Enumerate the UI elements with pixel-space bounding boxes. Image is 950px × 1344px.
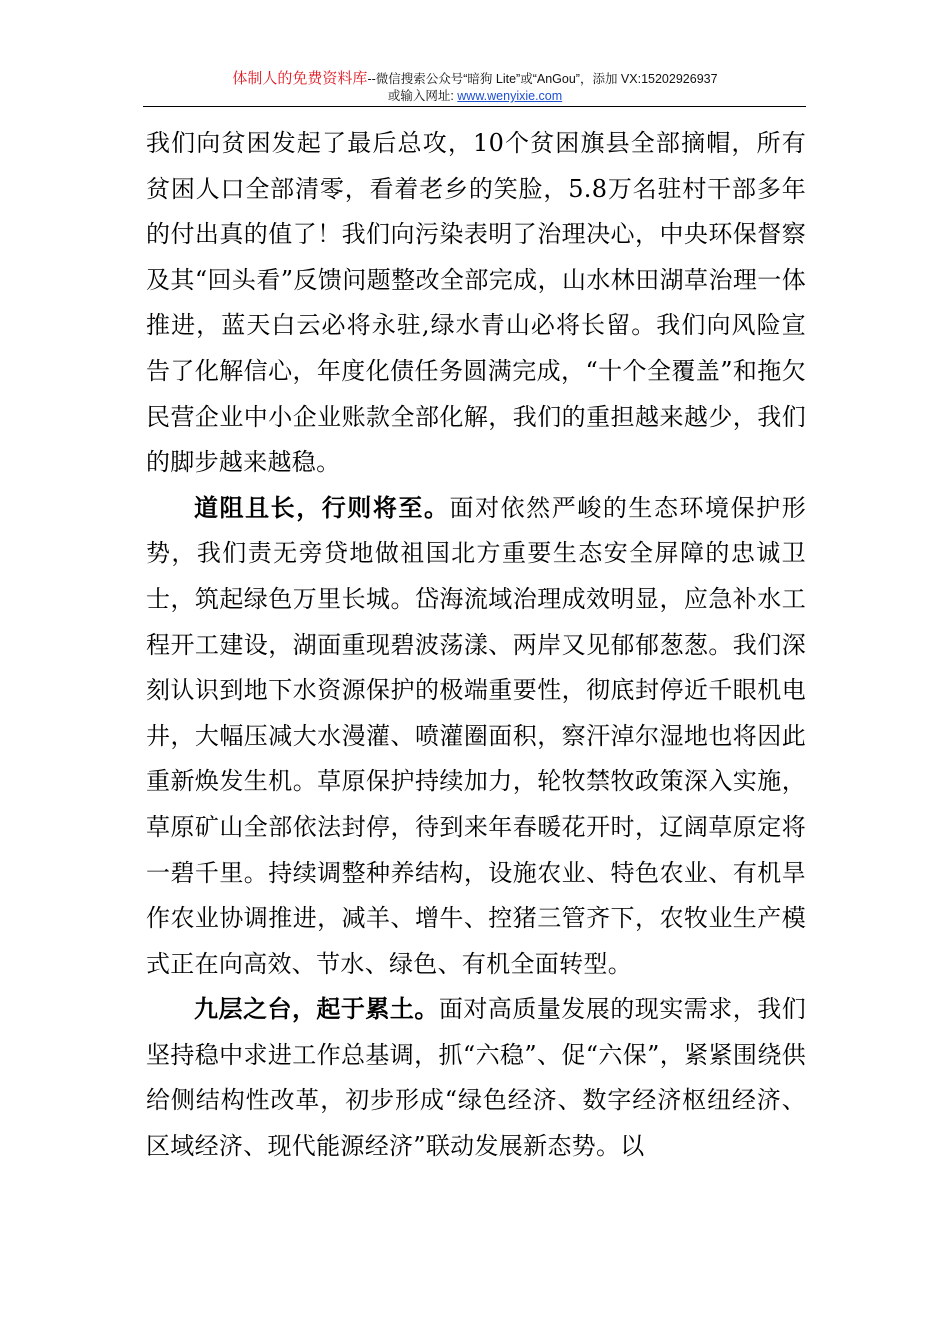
header-brand: 体制人的免费资料库 <box>232 70 368 87</box>
paragraph-3-lead: 九层之台，起于累土。 <box>194 995 439 1024</box>
header-line-1 <box>0 70 950 88</box>
paragraph-2-text: 面对依然严峻的生态环境保护形势，我们责无旁贷地做祖国北方重要生态安全屏障的忠诚卫士，筑起绿色万里长城。岱海流域治理成效明显，应急补水工程开工建设，湖面重现碧波荡漾、两岸又见郁郁葱葱。我们深刻认识到地下水资源保护的极端重要性，彻底封停近千眼机电井，大幅压减大水漫灌、喷灌圈面积，察汗淖尔湿地也将因此重新焕发生机。草原保护持续加力，轮牧禁牧政策深入实施，草原矿山全部依法封停，待到来年春暖花开时，辽阔草原定将一碧千里。持续调整种养结构，设施农业、特色农业、有机旱作农业协调推进，减羊、增牛、控猪三管齐下，农牧业生产模式正在向高效、节水、绿色、有机全面转型。 <box>146 493 807 978</box>
paragraph-2-lead: 道阻且长，行则将至。 <box>194 493 450 522</box>
paragraph-2 <box>146 486 806 988</box>
header-promo: --微信搜索公众号“暗狗 Lite”或“AnGou”，添加 VX:15202926937 <box>367 72 718 86</box>
paragraph-1-text: 我们向贫困发起了最后总攻，10个贫困旗县全部摘帽，所有贫困人口全部清零，看着老乡的笑脸，5.8万名驻村干部多年的付出真的值了！我们向污染表明了治理决心，中央环保督察及其“回头看”反馈问题整改全部完成，山水林田湖草治理一体推进，蓝天白云必将永驻,绿水青山必将长留。我们向风险宣告了化解信心，年度化债任务圆满完成，“十个全覆盖”和拖欠民营企业中小企业账款全部化解，我们的重担越来越少，我们的脚步越来越稳。 <box>146 129 806 477</box>
header-url-label: 或输入网址: <box>387 89 458 103</box>
paragraph-1 <box>146 121 806 486</box>
paragraph-3-text: 面对高质量发展的现实需求，我们坚持稳中求进工作总基调，抓“六稳”、促“六保”，紧紧围绕供给侧结构性改革，初步形成“绿色经济、数字经济枢纽经济、区域经济、现代能源经济”联动发展新态势。以 <box>146 995 806 1161</box>
header-divider <box>143 106 806 107</box>
paragraph-3 <box>146 987 806 1169</box>
header-url-link[interactable]: www.wenyixie.com <box>457 89 563 103</box>
document-body <box>146 121 806 1170</box>
page-header <box>0 70 950 105</box>
header-line-2 <box>0 88 950 105</box>
